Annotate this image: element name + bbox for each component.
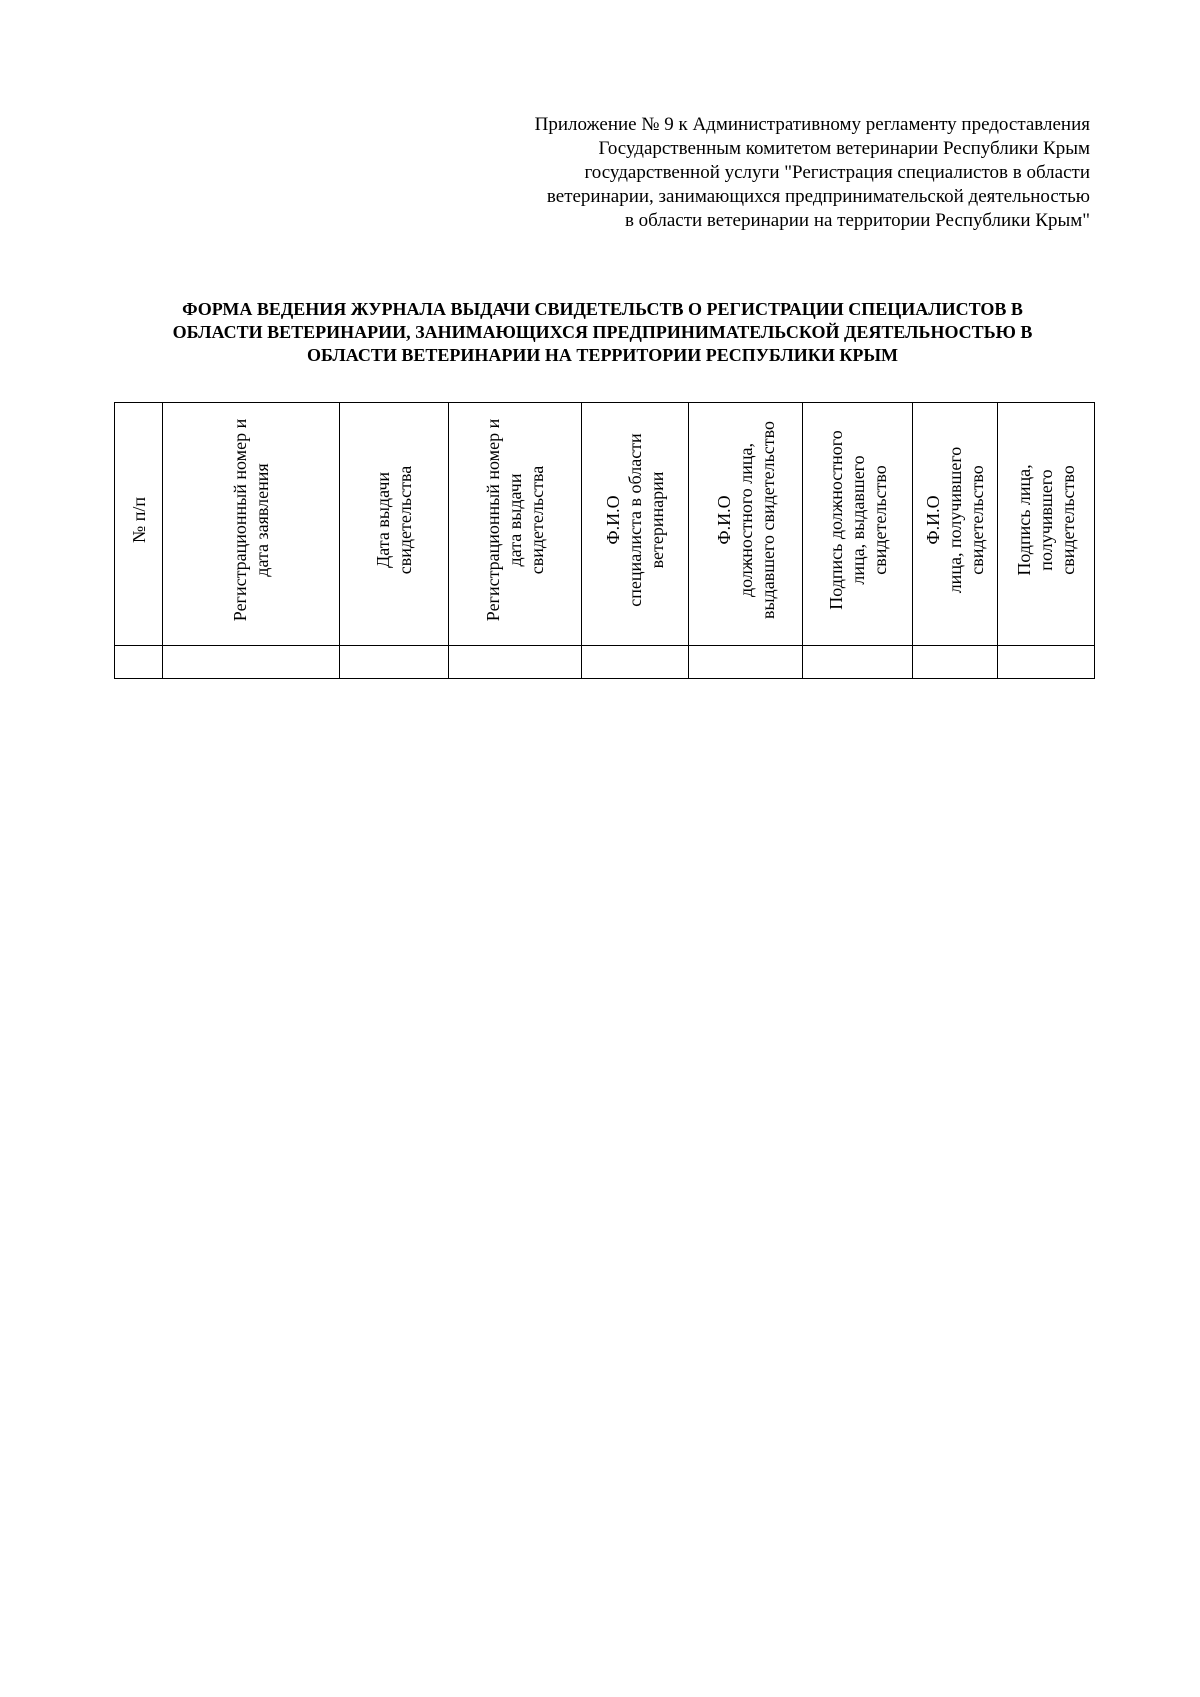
header-text: Регистрационный номер и — [483, 418, 503, 622]
form-title-line: ОБЛАСТИ ВЕТЕРИНАРИИ, ЗАНИМАЮЩИХСЯ ПРЕДПРИНИМАТЕЛЬСКОЙ ДЕЯТЕЛЬНОСТЬЮ В — [172, 322, 1033, 342]
header-text: лица, выдавшего — [847, 455, 868, 585]
header-cell-application-reg-number — [163, 403, 340, 646]
appendix-line: ветеринарии, занимающихся предпринимательской деятельностью — [546, 186, 1090, 207]
header-text: дата заявления — [252, 463, 272, 577]
form-title-line: ОБЛАСТИ ВЕТЕРИНАРИИ НА ТЕРРИТОРИИ РЕСПУБЛИКИ КРЫМ — [306, 345, 899, 365]
header-text: Регистрационный номер и — [230, 418, 250, 622]
header-cell-official-signature — [803, 403, 913, 646]
form-title — [110, 298, 1095, 367]
table-cell — [163, 646, 340, 679]
appendix-line: в области ветеринарии на территории Республики Крым" — [624, 210, 1090, 231]
header-text: специалиста в области — [625, 433, 645, 607]
table-header-row — [115, 403, 1095, 646]
header-text: Ф.И.О — [603, 495, 623, 545]
table-cell — [689, 646, 803, 679]
table-cell — [803, 646, 913, 679]
header-text: лица, получившего — [945, 446, 965, 594]
header-text: дата выдачи — [505, 473, 525, 567]
appendix-line: Приложение № 9 к Административному регламенту предоставления — [534, 114, 1090, 135]
header-text: свидетельства — [395, 465, 415, 575]
header-cell-recipient-signature — [998, 403, 1095, 646]
table-cell — [913, 646, 998, 679]
table-cell — [115, 646, 163, 679]
header-text: № п/п — [128, 497, 149, 543]
header-cell-issue-date — [340, 403, 449, 646]
header-text: Дата выдачи — [373, 471, 393, 569]
header-cell-recipient-name — [913, 403, 998, 646]
appendix-line: государственной услуги "Регистрация специалистов в области — [584, 162, 1090, 183]
table-cell — [582, 646, 689, 679]
form-title-line: ФОРМА ВЕДЕНИЯ ЖУРНАЛА ВЫДАЧИ СВИДЕТЕЛЬСТВ О РЕГИСТРАЦИИ СПЕЦИАЛИСТОВ В — [182, 299, 1023, 319]
journal-table — [114, 402, 1095, 679]
header-text: получившего — [1036, 469, 1056, 571]
header-text: свидетельство — [869, 465, 890, 575]
header-cell-certificate-reg-number — [449, 403, 582, 646]
header-text: свидетельство — [1058, 465, 1078, 575]
header-text: Ф.И.О — [713, 495, 734, 545]
header-text: свидетельство — [967, 465, 987, 575]
header-text: ветеринарии — [647, 471, 667, 569]
header-cell-official-name — [689, 403, 803, 646]
table-cell — [340, 646, 449, 679]
appendix-line: Государственным комитетом ветеринарии Республики Крым — [598, 138, 1090, 159]
table-row — [115, 646, 1095, 679]
header-text: Подпись должностного — [825, 430, 846, 610]
header-text: должностного лица, — [735, 442, 756, 598]
appendix-note — [450, 113, 1090, 233]
table-cell — [449, 646, 582, 679]
header-text: Подпись лица, — [1014, 464, 1034, 576]
table-cell — [998, 646, 1095, 679]
header-text: свидетельства — [527, 465, 547, 575]
header-text: Ф.И.О — [923, 495, 943, 545]
header-cell-specialist-name — [582, 403, 689, 646]
header-text: выдавшего свидетельство — [757, 420, 778, 620]
header-cell-number — [115, 403, 163, 646]
